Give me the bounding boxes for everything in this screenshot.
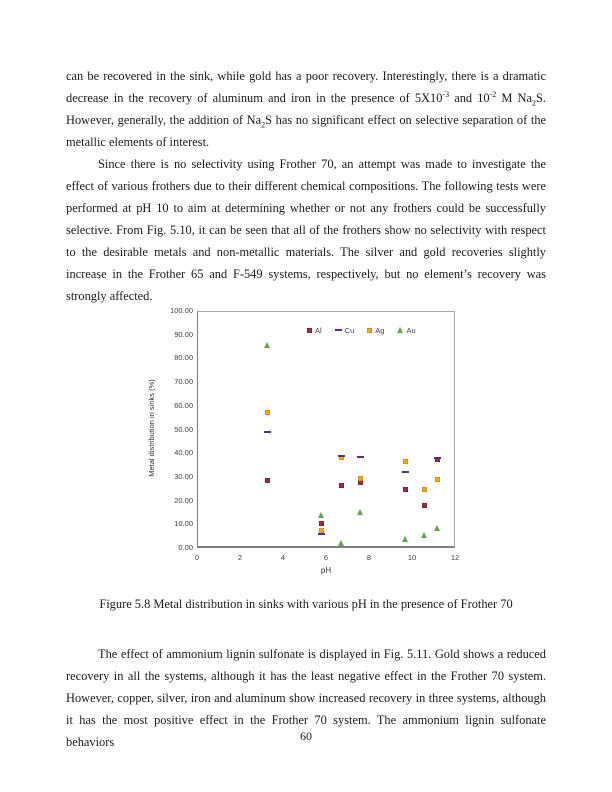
legend-item-au: [397, 326, 415, 335]
legend-item-al: [307, 326, 322, 335]
cu-dash-marker-icon: [357, 456, 364, 458]
cu-dash-marker-icon: [318, 533, 325, 535]
plot-area: [197, 311, 455, 548]
al-square-marker-icon: [319, 521, 324, 526]
page-number: 60: [300, 729, 312, 743]
y-tick-label: 0.00: [178, 543, 193, 552]
cu-dash-marker-icon: [402, 471, 409, 473]
au-triangle-marker-icon: [434, 525, 440, 531]
chart-legend: [307, 324, 416, 336]
x-tick-label: 2: [237, 553, 243, 562]
y-axis-title: Metal distribution in sinks (%): [147, 379, 156, 477]
au-triangle-marker-icon: [402, 536, 408, 542]
au-triangle-marker-icon: [338, 540, 344, 546]
al-square-marker-icon: [403, 487, 408, 492]
ag-square-marker-icon: [265, 410, 270, 415]
y-tick-label: 20.00: [174, 495, 193, 505]
au-triangle-marker-icon: [318, 512, 324, 518]
paragraph-2: Since there is no selectivity using Frother 70, an attempt was made to investigate the effect of various frothers due to their different chemical compositions. The following tests were performed at pH 10 to aim at determining whether or not any frothers could be successfully selective. From Fig. 5.10, it can be seen that all of the frothers show no selectivity with respect to the desirable metals and non-metallic materials. The silver and gold recoveries slightly increase in the Frother 65 and F-549 systems, respectively, but no element’s recovery was strongly affected.: [66, 157, 546, 303]
al-square-marker-icon: [265, 478, 270, 483]
cu-dash-marker-icon: [338, 455, 345, 457]
paragraph-1: can be recovered in the sink, while gold has a poor recovery. Interestingly, there is a dramatic decrease in the recovery of aluminum and iron in the presence of $5X10^{-3}$ and $10^{-2}$ M $Na_2S$. However, generally, the addition of $Na_2S$ has no significant effect on selective separation of the metallic elements of interest.: [66, 69, 547, 149]
x-tick-label: 0: [194, 553, 200, 562]
cu-dash-marker-icon: [335, 329, 342, 331]
x-axis-title: pH: [320, 566, 332, 575]
au-triangle-marker-icon: [357, 509, 363, 515]
al-square-marker-icon: [358, 480, 363, 485]
al-square-marker-icon: [339, 483, 344, 488]
legend-label: Cu: [344, 325, 355, 335]
ag-square-marker-icon: [435, 477, 440, 482]
au-triangle-marker-icon: [421, 532, 427, 538]
y-tick-label: 80.00: [174, 353, 193, 363]
al-square-marker-icon: [422, 503, 427, 508]
ag-square-marker-icon: [403, 459, 408, 464]
y-tick-label: 40.00: [174, 448, 193, 458]
y-tick-label: 50.00: [174, 424, 193, 434]
al-square-marker-icon: [307, 328, 312, 333]
paragraph-3: The effect of ammonium lignin sulfonate is displayed in Fig. 5.11. Gold shows a reduced recovery in all the systems, although it has the least negative effect in the Frother 70 system. However, copper, silver, iron and aluminum show increased recovery in three systems, although it has the most positive effect in the Frother 70 system. The ammonium lignin sulfonate behaviors: [66, 647, 546, 749]
x-tick-label: 4: [280, 553, 286, 562]
ag-square-marker-icon: [367, 328, 372, 333]
ag-square-marker-icon: [422, 487, 427, 492]
au-triangle-marker-icon: [397, 327, 403, 333]
legend-label: Al: [315, 325, 322, 335]
y-tick-label: 100.00: [170, 306, 193, 315]
x-tick-label: 10: [407, 553, 417, 562]
ag-square-marker-icon: [358, 476, 363, 481]
figure-5-8-chart: [140, 302, 470, 592]
au-triangle-marker-icon: [264, 342, 270, 348]
y-tick-label: 60.00: [174, 400, 193, 410]
y-tick-label: 90.00: [174, 329, 193, 339]
y-tick-label: 30.00: [174, 471, 193, 481]
cu-dash-marker-icon: [264, 431, 271, 433]
figure-caption: Figure 5.8 Metal distribution in sinks with various pH in the presence of Frother 70: [99, 597, 513, 611]
legend-label: Ag: [375, 325, 385, 335]
y-tick-label: 70.00: [174, 377, 193, 387]
x-tick-label: 8: [366, 553, 372, 562]
x-tick-label: 6: [323, 553, 329, 562]
x-tick-label: 12: [450, 553, 460, 562]
legend-item-ag: [367, 326, 384, 335]
cu-dash-marker-icon: [434, 457, 441, 459]
legend-label: Au: [406, 325, 416, 335]
legend-item-cu: [335, 326, 355, 335]
y-tick-label: 10.00: [174, 519, 193, 529]
